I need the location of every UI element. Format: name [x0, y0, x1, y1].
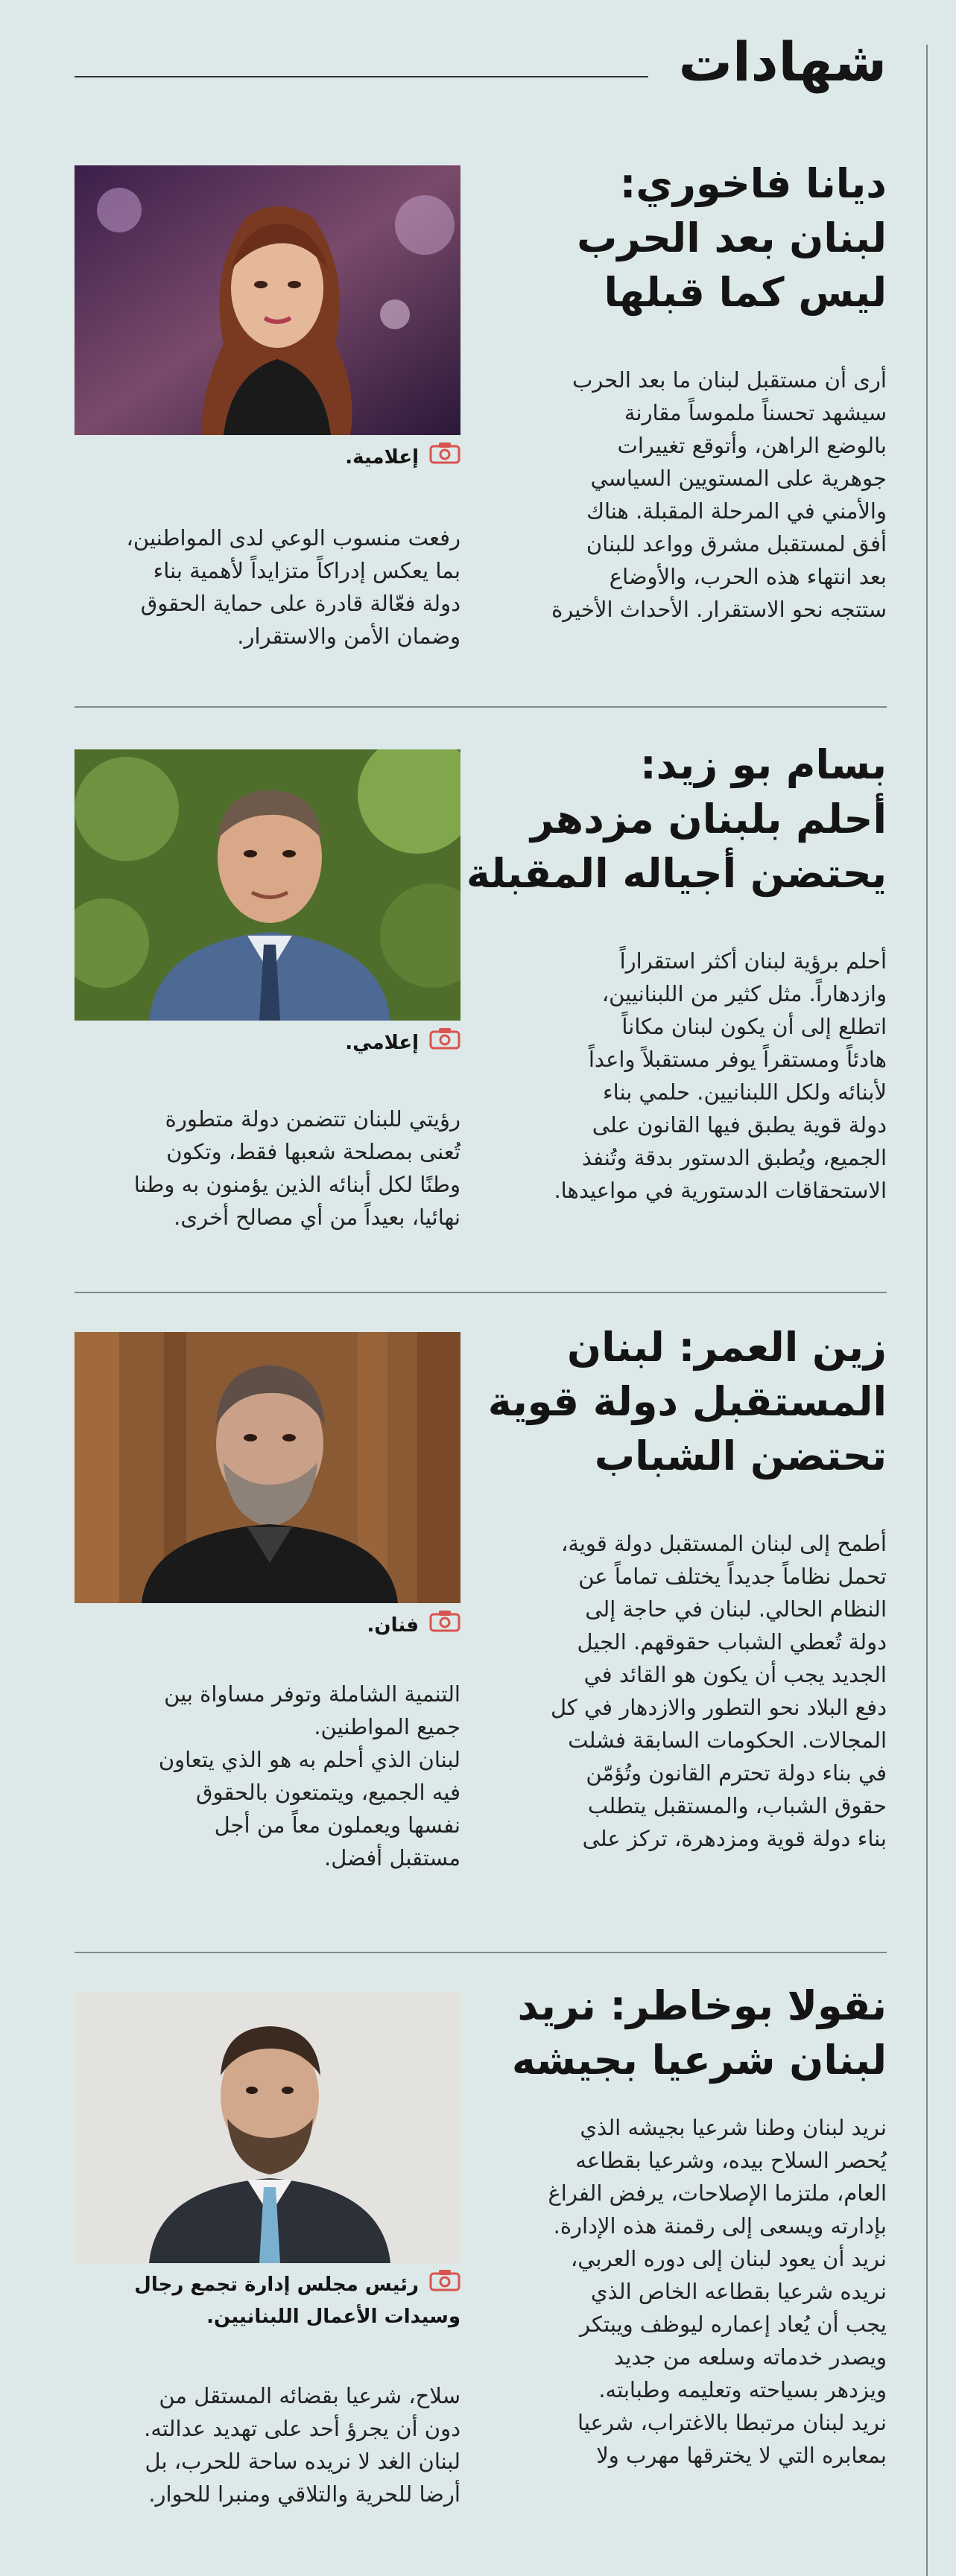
headline: زين العمر: لبنان المستقبل دولة قوية تحتضن الشباب — [487, 1324, 887, 1479]
testimony-bassam-bou-zeid — [75, 737, 887, 1296]
caption-text-line-1: رئيس مجلس إدارة تجمع رجال — [134, 2274, 419, 2296]
camera-icon — [429, 2269, 460, 2301]
testimony-diana-fakhoury — [75, 156, 887, 708]
caption-text: فنان. — [367, 1614, 419, 1637]
body-column-right: نريد لبنان وطنا شرعيا بجيشه الذي يُحصر السلاح بيده، وشرعيا بقطاعه العام، ملتزما الإصلاحات، يرفض الفراغ بإدارته ويسعى إلى رقمنة هذه الإدارة. نريد أن يعود لبنان إلى دوره العربي، نريده شرعيا بقطاعه الخاص الذي يجب أن يُعاد إعماره ليوظف ويبتكر ويصدر خدماته وسلعه من جديد ويزدهر بسياحته وتعليمه وطبابته. نريد لبنان مرتبطا بالاغتراب، شرعيا بمعابره التي لا يخترقها مهرب ولا — [548, 2115, 887, 2468]
headline: ديانا فاخوري: لبنان بعد الحرب ليس كما قبلها — [577, 160, 887, 316]
camera-icon — [429, 1027, 460, 1060]
testimony-zein-el-omar — [75, 1320, 887, 1938]
portrait-photo — [75, 1992, 460, 2263]
body-column-left: التنمية الشاملة وتوفر مساواة بين جميع المواطنين. لبنان الذي أحلم به هو الذي يتعاون فيه الجميع، ويتمتعون بالحقوق نفسها ويعملون معاً من أجل مستقبل أفضل. — [158, 1681, 460, 1871]
portrait-photo — [75, 165, 460, 435]
portrait-photo — [75, 1332, 460, 1603]
photo-caption — [75, 1027, 460, 1060]
page-title: شهادات — [678, 31, 887, 93]
photo-caption — [75, 2269, 460, 2332]
body-column-left: سلاح، شرعيا بقضائه المستقل من دون أن يجرؤ أحد على تهديد عدالته. لبنان الغد لا نريده ساحة للحرب، بل أرضا للحرية والتلاقي ومنبرا للحوار. — [144, 2383, 460, 2507]
vertical-rule — [926, 45, 928, 2576]
camera-icon — [429, 1610, 460, 1643]
testimony-nicolas-boukhater — [75, 1979, 887, 2567]
page-header — [75, 21, 887, 103]
body-column-right: أحلم برؤية لبنان أكثر استقراراً وازدهاراً. مثل كثير من اللبنانيين، اتطلع إلى أن يكون لبنان مكاناً هادئاً ومستقراً يوفر مستقبلاً واعداً لأبنائه ولكل اللبنانيين. حلمي بناء دولة قوية يطبق فيها القانون على الجميع، ويُطبق الدستور بدقة وتُنفذ الاستحقاقات الدستورية في مواعيدها. — [554, 948, 887, 1203]
header-rule — [75, 76, 648, 77]
photo-caption — [75, 1609, 460, 1643]
caption-text: إعلامية. — [345, 446, 419, 469]
headline: بسام بو زيد: أحلم بلبنان مزدهر يحتضن أجياله المقبلة — [466, 741, 887, 897]
caption-text-line-2: وسيدات الأعمال اللبنانيين. — [206, 2306, 460, 2328]
section-divider — [75, 1292, 887, 1293]
camera-icon — [429, 442, 460, 475]
body-column-left: رفعت منسوب الوعي لدى المواطنين، بما يعكس إدراكاً متزايداً لأهمية بناء دولة فعّالة قادرة على حماية الحقوق وضمان الأمن والاستقرار. — [126, 525, 460, 649]
headline: نقولا بوخاطر: نريد لبنان شرعيا بجيشه — [511, 1982, 887, 2084]
body-column-right: أرى أن مستقبل لبنان ما بعد الحرب سيشهد تحسناً ملموساً مقارنة بالوضع الراهن، وأتوقع تغييرات جوهرية على المستويين السياسي والأمني في المرحلة المقبلة. هناك أفق لمستقبل مشرق وواعد للبنان بعد انتهاء هذه الحرب، والأوضاع ستتجه نحو الاستقرار. الأحداث الأخيرة — [551, 367, 887, 622]
section-divider — [75, 1952, 887, 1953]
caption-text: إعلامي. — [345, 1032, 419, 1054]
body-column-left: رؤيتي للبنان تتضمن دولة متطورة تُعنى بمصلحة شعبها فقط، وتكون وطنًا لكل أبنائه الذين يؤمنون به وطنا نهائيا، بعيداً من أي مصالح أخرى. — [133, 1106, 460, 1230]
section-divider — [75, 706, 887, 708]
body-column-right: أطمح إلى لبنان المستقبل دولة قوية، تحمل نظاماً جديداً يختلف تماماً عن النظام الحالي. لبنان في حاجة إلى دولة تُعطي الشباب حقوقهم. الجيل الجديد يجب أن يكون هو القائد في دفع البلاد نحو التطور والازدهار في كل المجالات. الحكومات السابقة فشلت في بناء دولة تحترم القانون وتُؤمّن حقوق الشباب، والمستقبل يتطلب بناء دولة قوية ومزدهرة، تركز على — [550, 1531, 887, 1851]
photo-caption — [75, 441, 460, 475]
portrait-photo — [75, 749, 460, 1021]
